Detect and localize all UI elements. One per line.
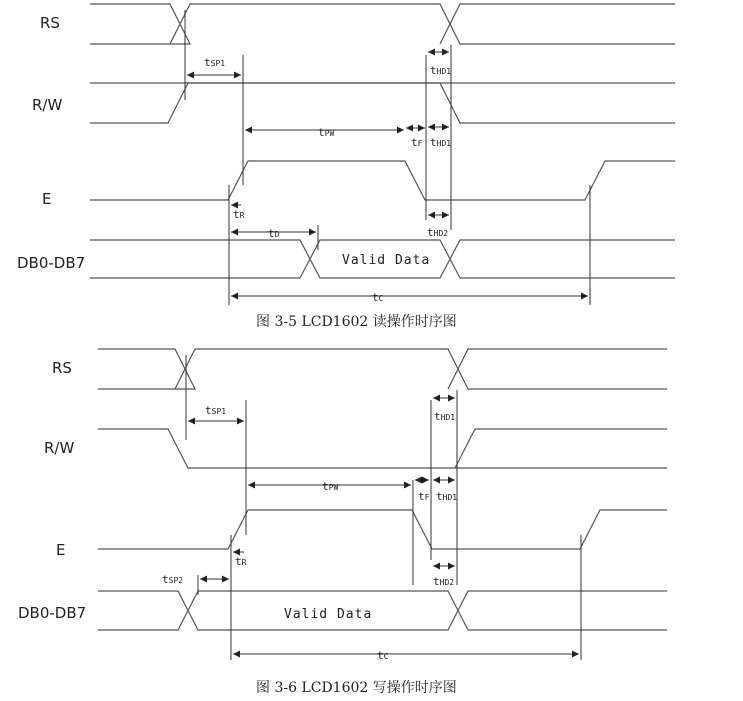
read-label-db: DB0-DB7 xyxy=(17,254,86,272)
read-rw-waveform xyxy=(90,83,675,123)
write-tpw-label: tPW xyxy=(322,480,339,493)
write-rw-waveform xyxy=(98,429,667,468)
read-valid-data: Valid Data xyxy=(342,253,431,268)
write-db-waveform xyxy=(98,591,667,630)
read-tf-label: tF xyxy=(411,136,423,149)
write-caption: 图 3-6 LCD1602 写操作时序图 xyxy=(256,680,457,696)
write-thd2-label: tHD2 xyxy=(433,575,455,588)
read-tc-label: tC xyxy=(372,291,384,304)
write-tsp1-label: tSP1 xyxy=(205,404,227,417)
read-tr-label: tR xyxy=(233,208,245,221)
write-thd1-label: tHD1 xyxy=(436,490,458,503)
write-tf-label: tF xyxy=(418,490,430,503)
write-label-rw: R/W xyxy=(44,439,75,457)
write-timing-diagram xyxy=(18,349,667,696)
read-thd2-label: tHD2 xyxy=(427,226,449,239)
read-rs-waveform xyxy=(90,4,675,44)
write-e-waveform xyxy=(98,510,667,549)
read-label-e: E xyxy=(42,190,52,208)
read-tsp1-label: tSP1 xyxy=(204,56,226,69)
read-thd1-label-top: tHD1 xyxy=(430,64,452,77)
write-label-rs: RS xyxy=(52,359,72,377)
read-td-label: tD xyxy=(268,227,280,240)
write-valid-data: Valid Data xyxy=(284,607,373,622)
read-label-rs: RS xyxy=(40,14,60,32)
write-tc-label: tC xyxy=(377,649,389,662)
read-e-waveform xyxy=(90,161,675,200)
write-label-e: E xyxy=(56,541,66,559)
write-thd1-label-top: tHD1 xyxy=(434,410,456,423)
write-label-db: DB0-DB7 xyxy=(18,604,87,622)
write-reference-lines xyxy=(186,355,581,660)
read-label-rw: R/W xyxy=(32,96,63,114)
write-timing-arrows xyxy=(188,398,579,654)
write-rs-waveform xyxy=(98,349,667,389)
write-tsp2-label: tSP2 xyxy=(162,573,184,586)
read-timing-diagram xyxy=(17,4,675,330)
read-tpw-label: tPW xyxy=(318,126,335,139)
read-thd1-label: tHD1 xyxy=(430,136,452,149)
write-tr-label: tR xyxy=(235,555,247,568)
read-caption: 图 3-5 LCD1602 读操作时序图 xyxy=(256,314,457,330)
